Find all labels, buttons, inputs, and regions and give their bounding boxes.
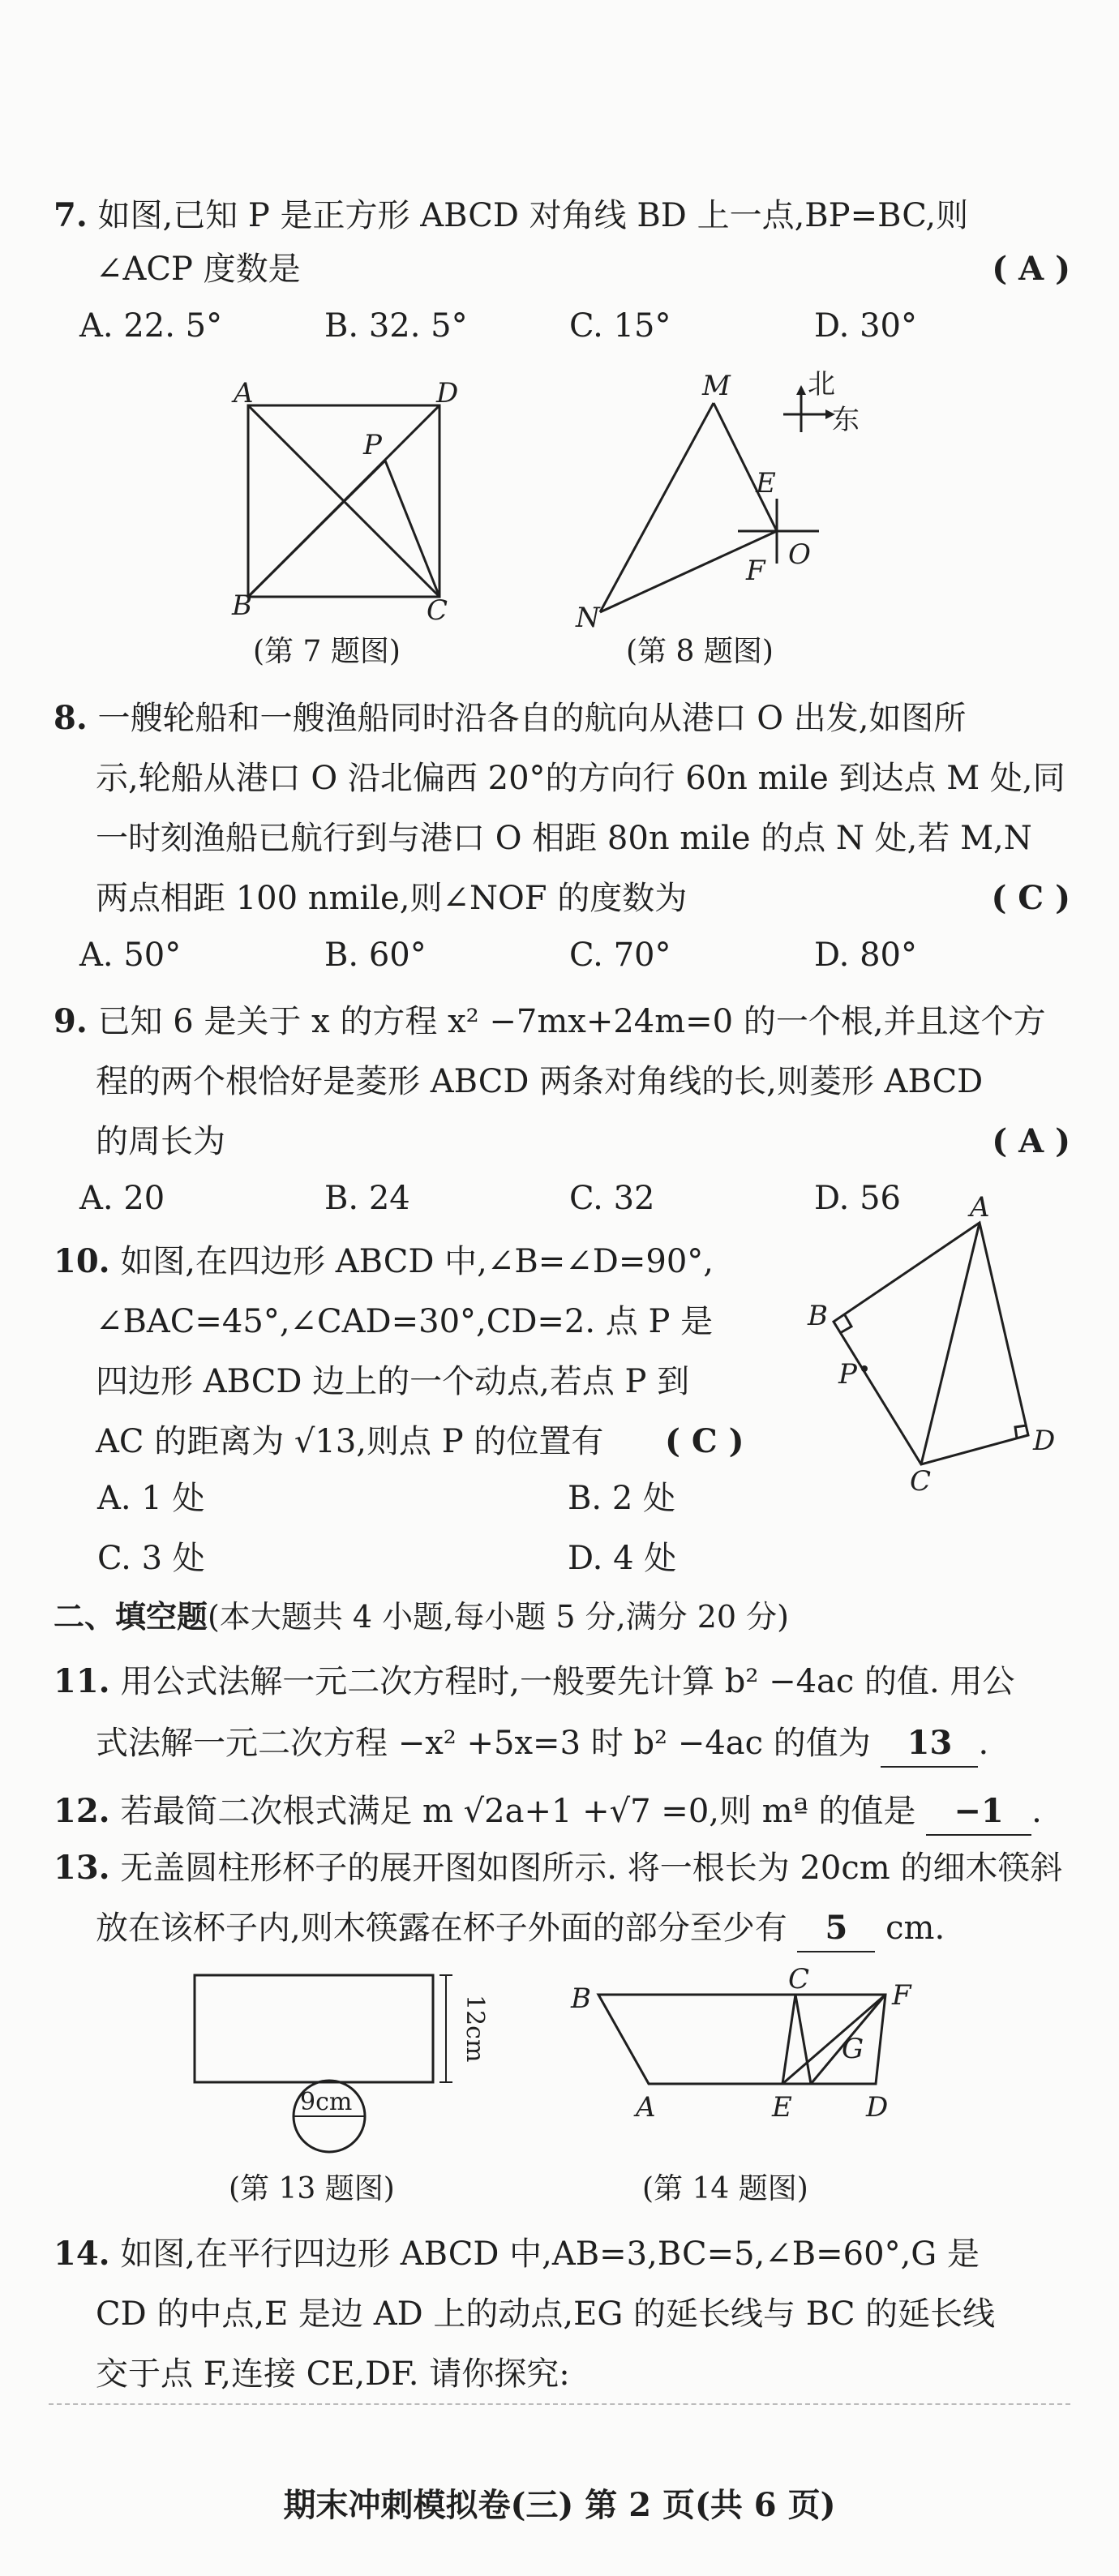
q14-caption: (第 14 题图)	[642, 2172, 808, 2205]
q9-option-a: A. 20	[79, 1180, 165, 1217]
q8-caption: (第 8 题图)	[626, 635, 774, 668]
q7-label-d: D	[436, 377, 459, 409]
q9-number: 9.	[54, 1002, 88, 1040]
q8-label-north: 北	[808, 368, 835, 401]
q12-number: 12.	[54, 1792, 110, 1830]
q10-figure	[803, 1191, 1056, 1500]
q10-option-c: C. 3 处	[97, 1540, 205, 1577]
q8-line4: 两点相距 100 nmile,则∠NOF 的度数为	[96, 880, 688, 917]
q14-label-g: G	[842, 2033, 864, 2065]
q8-label-m: M	[702, 370, 731, 402]
q14-label-b: B	[571, 1982, 591, 2015]
q10-option-b: B. 2 处	[568, 1480, 675, 1517]
q11-number: 11.	[54, 1662, 110, 1700]
q8-label-e: E	[756, 467, 776, 499]
q7-option-d: D. 30°	[814, 307, 917, 345]
q7-number: 7.	[54, 196, 88, 234]
q9-line1: 9. 已知 6 是关于 x 的方程 x² −7mx+24m=0 的一个根,并且这个方	[54, 1002, 1046, 1040]
page-footer: 期末冲刺模拟卷(三) 第 2 页(共 6 页)	[283, 2486, 836, 2524]
q14-line1: 14. 如图,在平行四边形 ABCD 中,AB=3,BC=5,∠B=60°,G 是	[54, 2235, 980, 2273]
q13-circle-label: 9cm	[300, 2088, 353, 2116]
q8-option-d: D. 80°	[814, 937, 917, 974]
section-2-note: (本大题共 4 小题,每小题 5 分,满分 20 分)	[208, 1599, 790, 1635]
q8-line1: 8. 一艘轮船和一艘渔船同时沿各自的航向从港口 O 出发,如图所	[54, 699, 967, 737]
q8-label-east: 东	[832, 404, 860, 436]
q8-figure	[560, 368, 868, 634]
q14-label-a: A	[636, 2091, 656, 2124]
q7-caption: (第 7 题图)	[253, 635, 401, 668]
q11-line2: 式法解一元二次方程 −x² +5x=3 时 b² −4ac 的值为 13 .	[96, 1721, 1109, 1768]
q7-label-b: B	[232, 589, 252, 622]
q10-line4: AC 的距离为 √13,则点 P 的位置有	[96, 1423, 604, 1460]
q10-label-b: B	[808, 1300, 828, 1332]
q7-label-a: A	[234, 377, 254, 409]
q13-line1: 13. 无盖圆柱形杯子的展开图如图所示. 将一根长为 20cm 的细木筷斜	[54, 1849, 1063, 1887]
q8-line2: 示,轮船从港口 O 沿北偏西 20°的方向行 60n mile 到达点 M 处,同	[96, 760, 1065, 797]
q8-option-b: B. 60°	[324, 937, 427, 974]
q7-answer: ( A )	[992, 250, 1070, 288]
q8-label-n: N	[576, 602, 600, 634]
q10-answer: ( C )	[665, 1422, 744, 1460]
q7-line2: ∠ACP 度数是	[96, 251, 301, 288]
q10-label-d: D	[1033, 1425, 1056, 1457]
q14-figure	[568, 1963, 924, 2149]
q9-option-d: D. 56	[814, 1180, 901, 1217]
q7-option-b: B. 32. 5°	[324, 307, 468, 345]
q10-line1: 10. 如图,在四边形 ABCD 中,∠B=∠D=90°,	[54, 1242, 714, 1280]
q13-height-label: 12cm	[461, 1995, 489, 2063]
q13-figure	[178, 1962, 489, 2165]
q14-label-f: F	[892, 1979, 911, 2012]
q10-option-a: A. 1 处	[97, 1480, 205, 1517]
q13-blank: 5	[797, 1905, 875, 1952]
q14-number: 14.	[54, 2235, 110, 2273]
q12-line: 12. 若最简二次根式满足 m √2a+1 +√7 =0,则 mª 的值是 −1 .	[54, 1789, 1067, 1836]
q8-label-f: F	[746, 555, 765, 587]
q10-line2: ∠BAC=45°,∠CAD=30°,CD=2. 点 P 是	[96, 1303, 714, 1340]
section-2-heading	[54, 1594, 789, 1639]
q8-number: 8.	[54, 699, 88, 737]
q11-line1: 11. 用公式法解一元二次方程时,一般要先计算 b² −4ac 的值. 用公	[54, 1662, 1015, 1700]
q9-line2: 程的两个根恰好是菱形 ABCD 两条对角线的长,则菱形 ABCD	[96, 1063, 984, 1100]
q10-label-c: C	[910, 1465, 932, 1498]
q10-line3: 四边形 ABCD 边上的一个动点,若点 P 到	[96, 1363, 690, 1400]
q7-label-c: C	[427, 594, 448, 627]
q8-option-a: A. 50°	[79, 937, 182, 974]
q14-line2: CD 的中点,E 是边 AD 上的动点,EG 的延长线与 BC 的延长线	[96, 2295, 996, 2333]
q7-figure	[219, 373, 462, 632]
q7-option-c: C. 15°	[569, 307, 671, 345]
q14-label-c: C	[788, 1963, 810, 1995]
q7-option-a: A. 22. 5°	[79, 307, 223, 345]
q13-number: 13.	[54, 1849, 110, 1887]
q10-label-p: P	[838, 1358, 857, 1391]
q10-number: 10.	[54, 1242, 110, 1280]
q11-blank: 13	[881, 1721, 978, 1768]
q8-answer: ( C )	[991, 879, 1070, 917]
q14-label-e: E	[772, 2091, 792, 2124]
q14-line3: 交于点 F,连接 CE,DF. 请你探究:	[96, 2355, 570, 2393]
page-divider	[49, 2403, 1070, 2405]
q7-label-p: P	[363, 429, 382, 461]
q13-caption: (第 13 题图)	[229, 2172, 395, 2205]
q12-blank: −1	[926, 1789, 1031, 1836]
section-2-title: 二、填空题	[54, 1598, 208, 1635]
q10-option-d: D. 4 处	[568, 1540, 677, 1577]
q14-label-d: D	[866, 2091, 889, 2124]
q8-option-c: C. 70°	[569, 937, 671, 974]
q10-label-a: A	[970, 1191, 990, 1224]
q9-answer: ( A )	[992, 1122, 1070, 1160]
q8-line3: 一时刻渔船已航行到与港口 O 相距 80n mile 的点 N 处,若 M,N	[96, 820, 1032, 857]
q9-option-b: B. 24	[324, 1180, 410, 1217]
q9-option-c: C. 32	[569, 1180, 655, 1217]
q13-line2: 放在该杯子内,则木筷露在杯子外面的部分至少有 5 cm.	[96, 1905, 1109, 1952]
q9-line3: 的周长为	[96, 1123, 225, 1160]
q7-line1: 7. 如图,已知 P 是正方形 ABCD 对角线 BD 上一点,BP=BC,则	[54, 196, 969, 234]
q8-label-o: O	[788, 538, 811, 571]
